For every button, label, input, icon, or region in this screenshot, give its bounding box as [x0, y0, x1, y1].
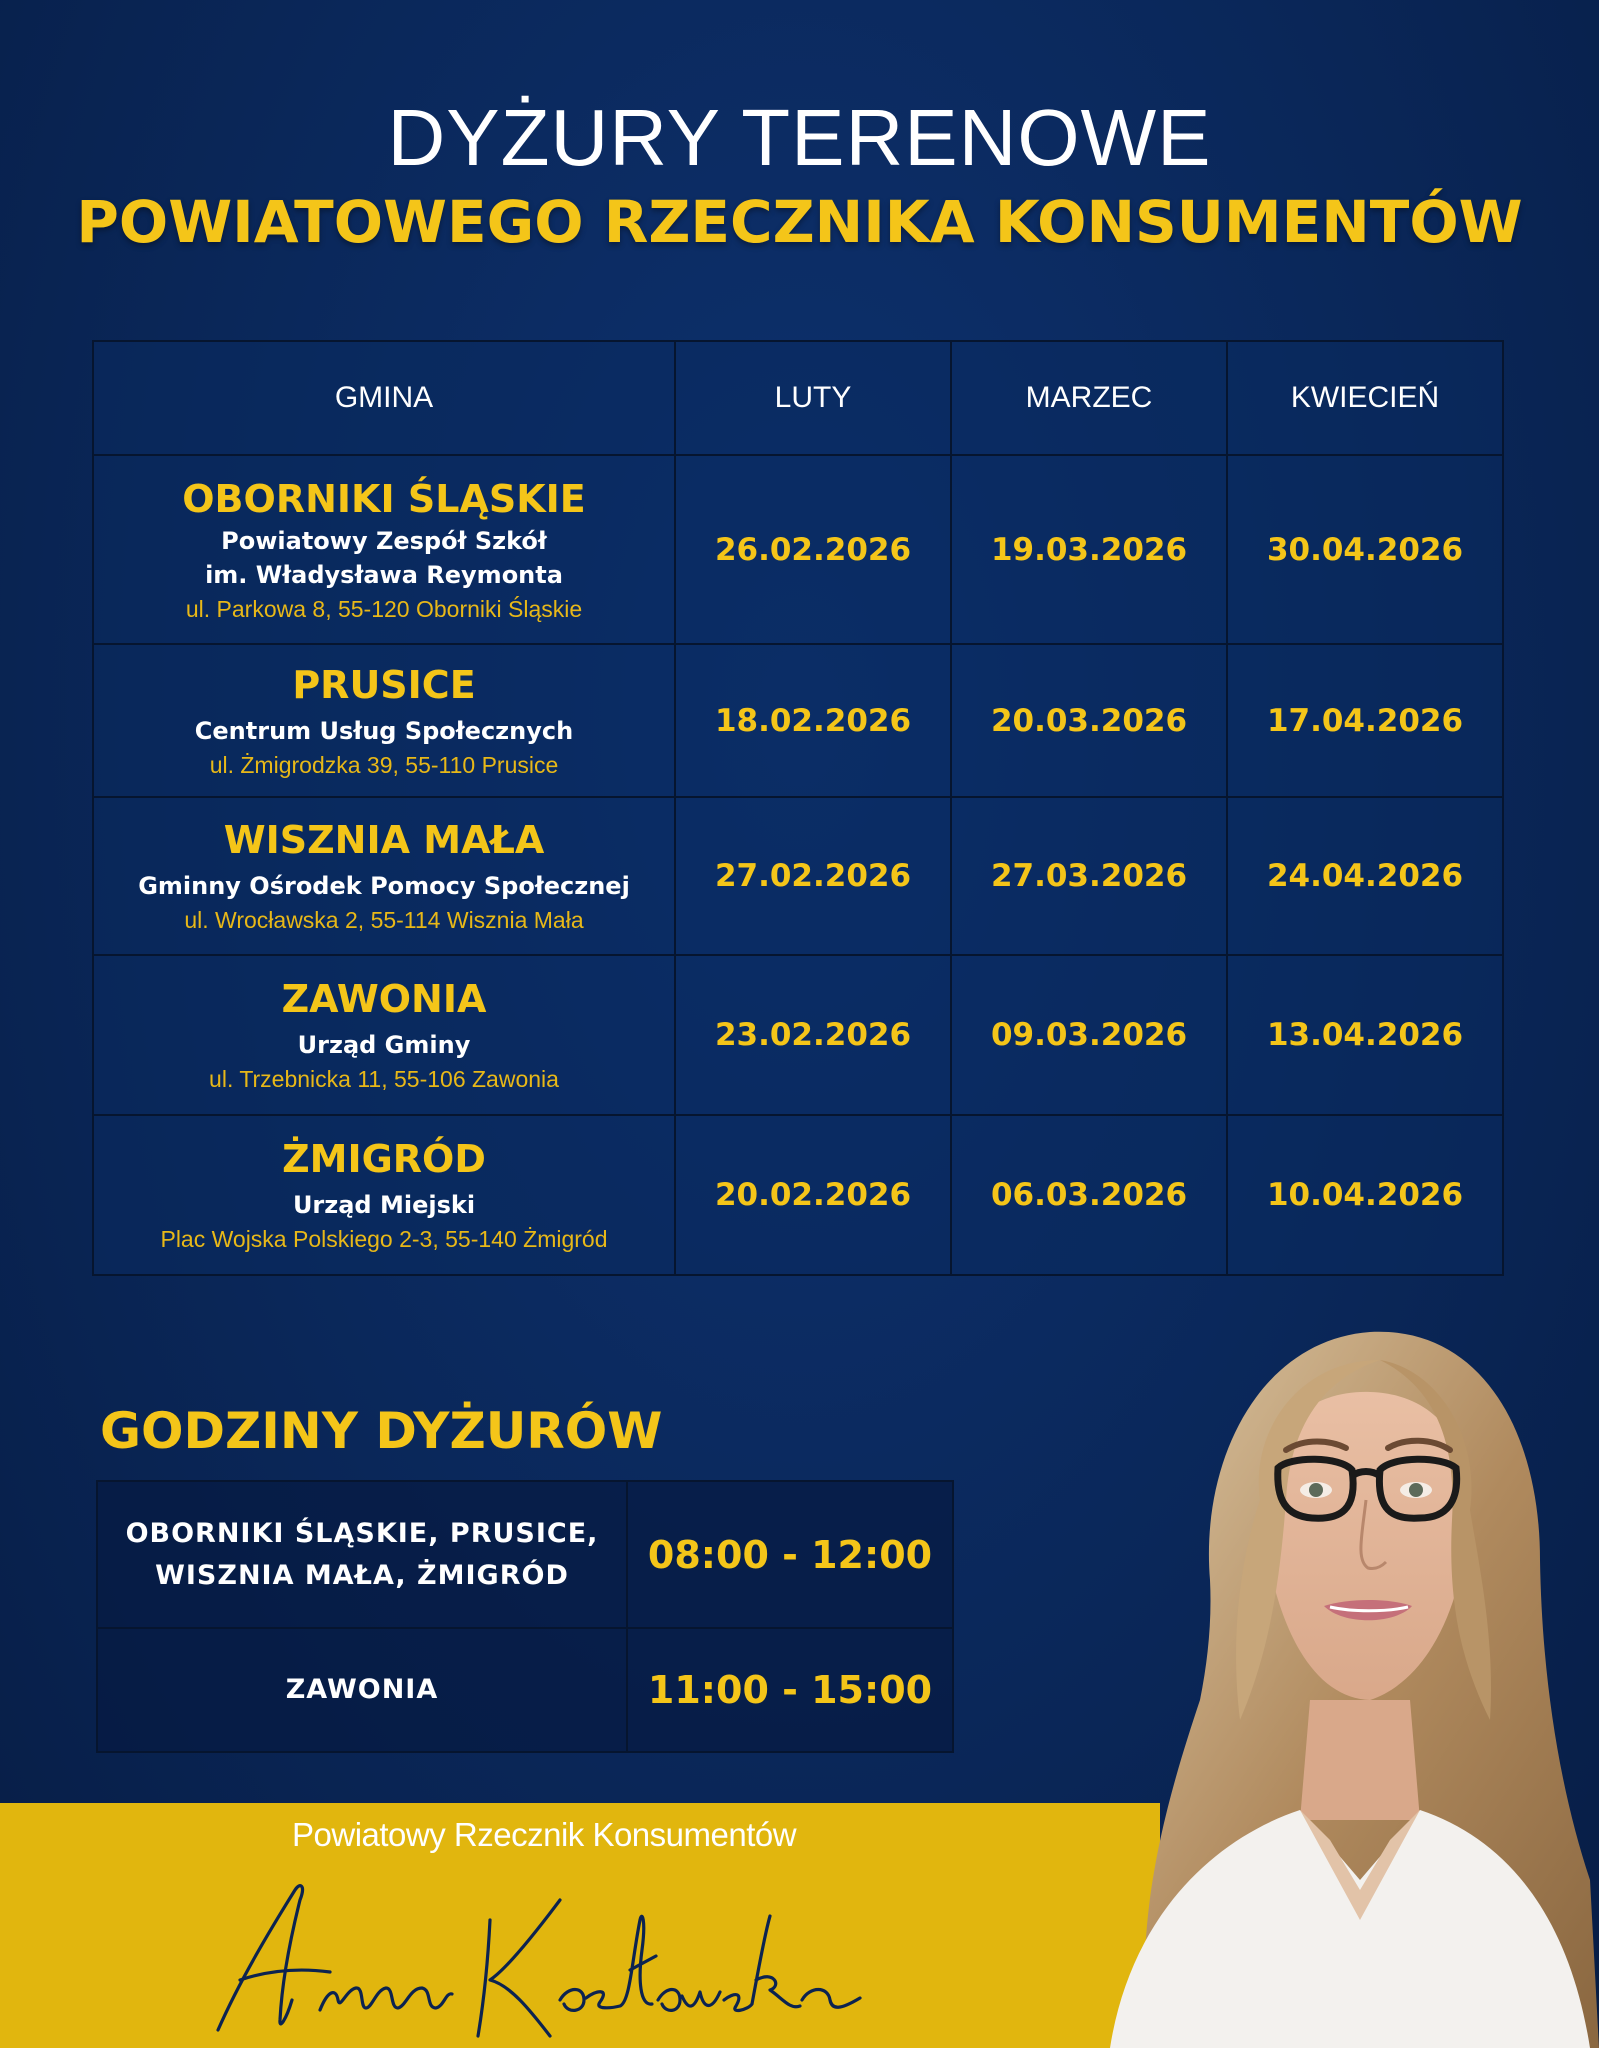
gmina-address: ul. Wrocławska 2, 55-114 Wisznia Mała [184, 907, 584, 933]
gmina-cell [93, 1115, 675, 1275]
gmina-institution: Powiatowy Zespół Szkół [221, 526, 547, 555]
date-cell: 26.02.2026 [675, 455, 951, 644]
date-cell: 27.03.2026 [951, 797, 1227, 955]
hours-time: 08:00 - 12:00 [627, 1481, 953, 1628]
date-cell: 19.03.2026 [951, 455, 1227, 644]
hours-places: WISZNIA MAŁA, ŻMIGRÓD [155, 1559, 569, 1591]
date-cell: 20.03.2026 [951, 644, 1227, 797]
hours-heading: GODZINY DYŻURÓW [100, 1402, 663, 1460]
column-header-kwiecien: KWIECIEŃ [1227, 341, 1503, 455]
date-cell: 30.04.2026 [1227, 455, 1503, 644]
date-cell: 17.04.2026 [1227, 644, 1503, 797]
date-cell: 27.02.2026 [675, 797, 951, 955]
column-header-luty: LUTY [675, 341, 951, 455]
gmina-cell [93, 455, 675, 644]
date-cell: 09.03.2026 [951, 955, 1227, 1115]
gmina-institution: im. Władysława Reymonta [205, 560, 563, 589]
gmina-address: ul. Trzebnicka 11, 55-106 Zawonia [209, 1066, 559, 1092]
gmina-institution: Centrum Usług Społecznych [194, 716, 574, 745]
footer-role: Powiatowy Rzecznik Konsumentów [292, 1816, 797, 1853]
date-cell: 06.03.2026 [951, 1115, 1227, 1275]
gmina-cell [93, 797, 675, 955]
date-cell: 18.02.2026 [675, 644, 951, 797]
gmina-name: WISZNIA MAŁA [223, 818, 545, 862]
date-cell: 23.02.2026 [675, 955, 951, 1115]
gmina-cell [93, 644, 675, 797]
table-row [93, 1115, 1503, 1275]
date-cell: 20.02.2026 [675, 1115, 951, 1275]
page-title: DYŻURY TERENOWE [387, 93, 1212, 182]
date-cell: 24.04.2026 [1227, 797, 1503, 955]
hours-places-cell [97, 1481, 627, 1628]
page-subtitle: POWIATOWEGO RZECZNIKA KONSUMENTÓW [76, 188, 1523, 256]
gmina-cell [93, 955, 675, 1115]
gmina-institution: Urząd Miejski [292, 1191, 476, 1219]
hours-places-cell [97, 1628, 627, 1752]
gmina-name: ŻMIGRÓD [282, 1137, 486, 1181]
table-row [97, 1481, 953, 1628]
table-row [93, 644, 1503, 797]
column-header-gmina: GMINA [93, 341, 675, 455]
hours-time: 11:00 - 15:00 [627, 1628, 953, 1752]
hours-places: OBORNIKI ŚLĄSKIE, PRUSICE, [125, 1517, 599, 1549]
gmina-institution: Urząd Gminy [297, 1031, 471, 1059]
date-cell: 13.04.2026 [1227, 955, 1503, 1115]
gmina-address: ul. Parkowa 8, 55-120 Oborniki Śląskie [185, 595, 583, 622]
gmina-name: PRUSICE [292, 662, 476, 707]
schedule-table [92, 340, 1504, 1276]
gmina-address: Plac Wojska Polskiego 2-3, 55-140 Żmigród [160, 1226, 608, 1252]
gmina-institution: Gminny Ośrodek Pomocy Społecznej [138, 872, 630, 900]
signature-image [200, 1860, 900, 2040]
column-header-marzec: MARZEC [951, 341, 1227, 455]
date-cell: 10.04.2026 [1227, 1115, 1503, 1275]
hours-places: ZAWONIA [285, 1674, 439, 1705]
gmina-address: ul. Żmigrodzka 39, 55-110 Prusice [209, 751, 559, 778]
table-row [93, 955, 1503, 1115]
portrait-photo [1090, 1320, 1599, 2048]
gmina-name: OBORNIKI ŚLĄSKIE [182, 476, 586, 521]
table-row [93, 455, 1503, 644]
gmina-name: ZAWONIA [281, 977, 487, 1021]
schedule-header-row [93, 341, 1503, 455]
hours-table [96, 1480, 954, 1753]
table-row [97, 1628, 953, 1752]
table-row [93, 797, 1503, 955]
